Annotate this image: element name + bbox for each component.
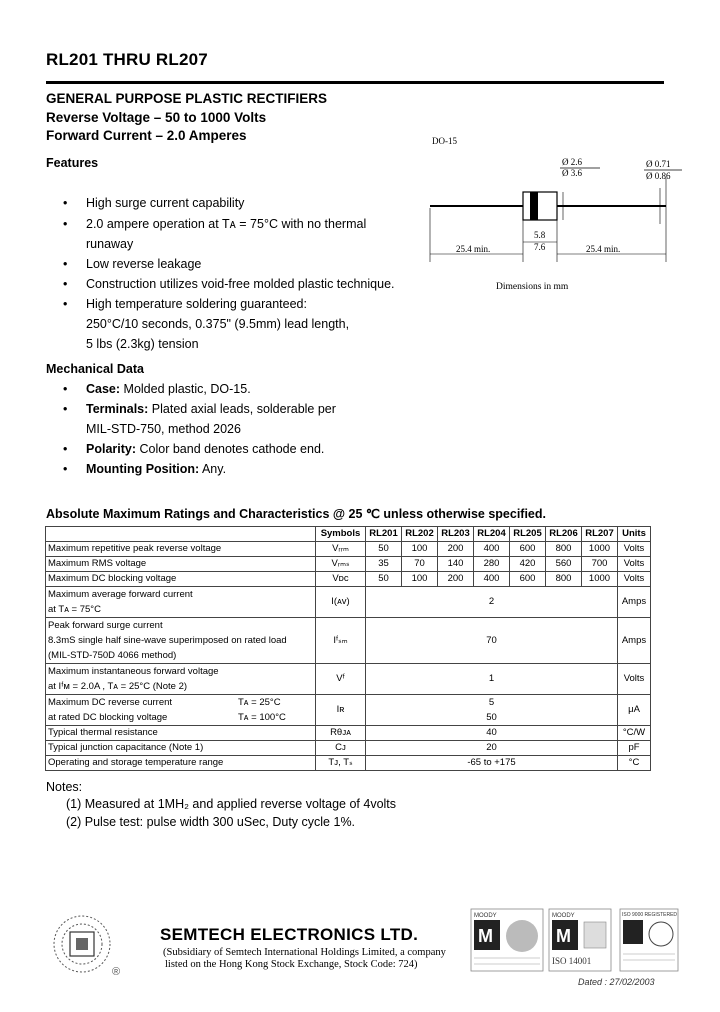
bullet: • [63, 402, 68, 416]
note-2: (2) Pulse test: pulse width 300 uSec, Duty cycle 1%. [66, 815, 356, 829]
row-desc: Maximum repetitive peak reverse voltage [46, 542, 316, 557]
row-symbol: Tᴊ, Tₛ [316, 756, 366, 771]
mech-term-text: Plated axial leads, solderable per [151, 402, 336, 416]
table-row [46, 664, 651, 695]
subsidiary-line: (Subsidiary of Semtech International Holdings Limited, a company [163, 947, 446, 958]
row-value: 1 [366, 664, 618, 695]
title-rule [46, 81, 664, 84]
bullet: • [63, 297, 68, 311]
cathode-band [530, 192, 538, 220]
row-desc [46, 587, 316, 618]
subsidiary-note [163, 947, 446, 971]
row-symbol: Iʀ [316, 695, 366, 726]
row-value: -65 to +175 [366, 756, 618, 771]
header-cell: Symbols [316, 527, 366, 542]
row-condition: Tᴀ = 25°C [238, 697, 281, 708]
mech-mount-text: Any. [201, 462, 227, 476]
row-unit: μA [618, 695, 651, 726]
row-unit: °C/W [618, 726, 651, 741]
row-unit: °C [618, 756, 651, 771]
row-value: 1000 [582, 572, 618, 587]
mech-mount-label: Mounting Position: [86, 462, 200, 476]
row-value [366, 695, 618, 726]
row-value: 20 [366, 741, 618, 756]
mech-case-text: Molded plastic, DO-15. [123, 382, 251, 396]
row-desc-line: Maximum average forward current [48, 589, 193, 600]
row-value: 200 [438, 542, 474, 557]
dim-lead-length-right: 25.4 min. [586, 244, 621, 254]
row-value: 600 [510, 572, 546, 587]
header-cell: RL206 [546, 527, 582, 542]
row-symbol: Iᶠₛₘ [316, 618, 366, 664]
row-value: 400 [474, 542, 510, 557]
row-desc-line: 8.3mS single half sine-wave superimposed on rated load [48, 635, 287, 646]
company-name: SEMTECH ELECTRONICS LTD. [160, 925, 419, 944]
mechanical-heading: Mechanical Data [46, 362, 144, 376]
table-row [46, 726, 651, 741]
table-row [46, 618, 651, 664]
page-title: RL201 THRU RL207 [46, 50, 208, 69]
feature-item-cont: 5 lbs (2.3kg) tension [86, 337, 199, 351]
svg-text:M: M [478, 926, 493, 946]
bullet: • [63, 462, 68, 476]
table-row [46, 572, 651, 587]
row-symbol: Vᶠ [316, 664, 366, 695]
ratings-heading: Absolute Maximum Ratings and Characteristics @ 25 ℃ unless otherwise specified. [46, 507, 546, 521]
row-condition: Tᴀ = 100°C [238, 712, 286, 723]
dim-lead-length-left: 25.4 min. [456, 244, 491, 254]
row-symbol: Vᵣₘₛ [316, 557, 366, 572]
table-row [46, 756, 651, 771]
bullet: • [63, 257, 68, 271]
row-desc: Maximum RMS voltage [46, 557, 316, 572]
row-unit: Volts [618, 557, 651, 572]
row-desc-line: Peak forward surge current [48, 620, 163, 631]
row-unit: Volts [618, 572, 651, 587]
header-cell: Units [618, 527, 651, 542]
bullet: • [63, 442, 68, 456]
row-value: 800 [546, 572, 582, 587]
row-desc-line: Maximum DC reverse current [48, 697, 173, 708]
table-header-row [46, 527, 651, 542]
mech-terminals [86, 402, 336, 416]
table-row [46, 695, 651, 726]
iso14001-label: ISO 14001 [552, 956, 592, 966]
row-desc [46, 695, 316, 726]
row-value: 800 [546, 542, 582, 557]
bullet: • [63, 277, 68, 291]
cert-badge-heading: MOODY [552, 913, 575, 919]
row-value: 70 [402, 557, 438, 572]
row-value: 600 [510, 542, 546, 557]
row-unit: Amps [618, 587, 651, 618]
row-value: 100 [402, 572, 438, 587]
feature-item-cont: 250°C/10 seconds, 0.375" (9.5mm) lead length, [86, 317, 350, 331]
row-desc-line: at Tᴀ = 75°C [48, 604, 101, 615]
dim-body-dia-min: Ø 2.6 [562, 157, 582, 167]
row-desc-line: at Iᶠᴍ = 2.0A , Tᴀ = 25°C (Note 2) [48, 681, 188, 692]
subtitle-product: GENERAL PURPOSE PLASTIC RECTIFIERS [46, 91, 328, 106]
row-value: 40 [366, 726, 618, 741]
row-desc [46, 618, 316, 664]
row-symbol: Cᴊ [316, 741, 366, 756]
dimension-diagram [420, 128, 690, 298]
registered-mark: ® [112, 966, 121, 978]
feature-item-cont: runaway [86, 237, 134, 251]
dim-lead-dia-min: Ø 0.71 [646, 159, 671, 169]
header-cell: RL201 [366, 527, 402, 542]
mech-case-label: Case: [86, 382, 121, 396]
subsidiary-line: listed on the Hong Kong Stock Exchange, Stock Code: 724) [165, 959, 418, 970]
row-value: 400 [474, 572, 510, 587]
row-value-line: 5 [488, 697, 495, 708]
bullet: • [63, 217, 68, 231]
row-value: 560 [546, 557, 582, 572]
note-1: (1) Measured at 1MH₂ and applied reverse voltage of 4volts [66, 797, 397, 811]
row-value: 1000 [582, 542, 618, 557]
row-symbol: Rθᴊᴀ [316, 726, 366, 741]
header-cell: RL207 [582, 527, 618, 542]
row-value: 35 [366, 557, 402, 572]
header-cell: RL202 [402, 527, 438, 542]
mech-term-label: Terminals: [86, 402, 149, 416]
table-row [46, 542, 651, 557]
dim-body-dia-max: Ø 3.6 [562, 168, 582, 178]
mech-pol-text: Color band denotes cathode end. [139, 442, 325, 456]
moody-iso14001-badge [548, 908, 612, 972]
feature-item: High surge current capability [86, 196, 245, 210]
header-cell: RL205 [510, 527, 546, 542]
row-symbol: Vᴅᴄ [316, 572, 366, 587]
bullet: • [63, 196, 68, 210]
row-value: 100 [402, 542, 438, 557]
feature-item: Construction utilizes void-free molded plastic technique. [86, 277, 395, 291]
header-cell: RL203 [438, 527, 474, 542]
row-value: 700 [582, 557, 618, 572]
features-heading: Features [46, 156, 99, 170]
cert-badge-heading: MOODY [474, 913, 497, 919]
dim-lead-dia-max: Ø 0.86 [646, 171, 671, 181]
row-value-line: 50 [486, 712, 497, 723]
header-cell [46, 527, 316, 542]
bullet: • [63, 382, 68, 396]
dim-body-length-max: 7.6 [534, 242, 546, 252]
row-unit: pF [618, 741, 651, 756]
header-cell: RL204 [474, 527, 510, 542]
diagram-caption: Dimensions in mm [496, 282, 569, 292]
mech-terminals-cont: MIL-STD-750, method 2026 [86, 422, 241, 436]
row-symbol: Vᵣᵣₘ [316, 542, 366, 557]
row-value: 140 [438, 557, 474, 572]
table-row [46, 557, 651, 572]
mech-polarity [86, 442, 324, 456]
row-unit: Amps [618, 618, 651, 664]
table-row [46, 741, 651, 756]
row-desc: Typical thermal resistance [46, 726, 316, 741]
row-value: 50 [366, 572, 402, 587]
row-desc-line: at rated DC blocking voltage [48, 712, 168, 723]
row-value: 50 [366, 542, 402, 557]
row-desc-line: (MIL-STD-750D 4066 method) [48, 650, 177, 661]
cert-badge-heading: ISO 9000 REGISTERED [622, 912, 678, 918]
table-row [46, 587, 651, 618]
row-value: 70 [366, 618, 618, 664]
row-symbol: I(ᴀᴠ) [316, 587, 366, 618]
subtitle-current: Forward Current – 2.0 Amperes [46, 128, 247, 143]
row-unit: Volts [618, 664, 651, 695]
feature-item: 2.0 ampere operation at Tᴀ = 75°C with no thermal [86, 217, 367, 231]
row-value: 2 [366, 587, 618, 618]
row-desc: Maximum DC blocking voltage [46, 572, 316, 587]
mech-mounting [86, 462, 226, 476]
mech-case [86, 382, 251, 396]
iso9000-registered-badge [619, 908, 679, 972]
dim-body-length-min: 5.8 [534, 230, 546, 240]
row-value: 200 [438, 572, 474, 587]
row-desc: Typical junction capacitance (Note 1) [46, 741, 316, 756]
row-desc: Operating and storage temperature range [46, 756, 316, 771]
row-value: 420 [510, 557, 546, 572]
mech-pol-label: Polarity: [86, 442, 137, 456]
row-desc-line: Maximum instantaneous forward voltage [48, 666, 219, 677]
notes-heading: Notes: [46, 780, 83, 794]
ratings-table [45, 526, 651, 771]
row-unit: Volts [618, 542, 651, 557]
package-label: DO-15 [432, 136, 457, 146]
row-value: 280 [474, 557, 510, 572]
subtitle-voltage: Reverse Voltage – 50 to 1000 Volts [46, 110, 267, 125]
feature-item: High temperature soldering guaranteed: [86, 297, 307, 311]
diode-body [523, 192, 557, 220]
dated-label: Dated : 27/02/2003 [578, 977, 655, 987]
row-desc [46, 664, 316, 695]
feature-item: Low reverse leakage [86, 257, 202, 271]
moody-iso9001-badge [470, 908, 544, 972]
svg-text:M: M [556, 926, 571, 946]
